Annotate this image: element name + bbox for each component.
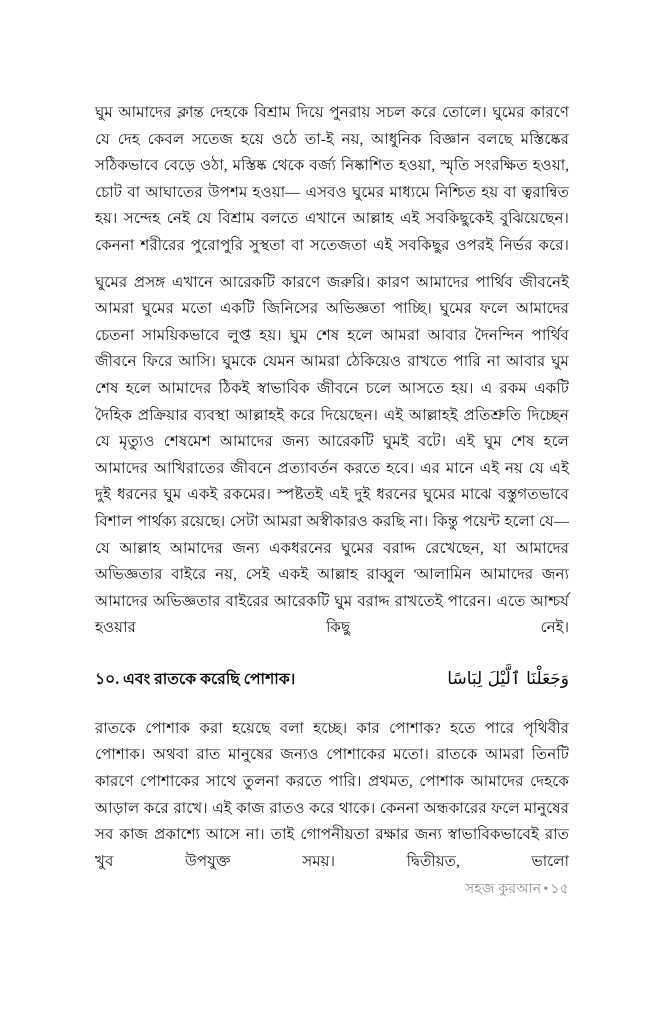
footer-page-number: ১৫ (550, 882, 569, 898)
verse-heading (95, 666, 569, 692)
footer-book-title: সহজ কুরআন (464, 882, 542, 898)
footer-separator-dot: • (543, 882, 549, 898)
verse-heading-bengali: ১০. এবং রাতকে করেছি পোশাক। (95, 670, 296, 688)
body-paragraph-2: ঘুমের প্রসঙ্গ এখানে আরেকটি কারণে জরুরি। কারণ আমাদের পার্থিব জীবনেই আমরা ঘুমের মতো একটি জিনিসের অভিজ্ঞতা পাচ্ছি। ঘুমের ফলে আমাদের চেতনা সাময়িকভাবে লুপ্ত হয়। ঘুম শেষ হলে আমরা আবার দৈনন্দিন পার্থিব জীবনে ফিরে আসি। ঘুমকে যেমন আমরা ঠেকিয়েও রাখতে পারি না আবার ঘুম শেষ হলে আমাদের ঠিকই স্বাভাবিক জীবনে চলে আসতে হয়। এ রকম একটি দৈহিক প্রক্রিয়ার ব্যবস্থা আল্লাহই করে দিয়েছেন। এই আল্লাহই প্রতিশ্রুতি দিচ্ছেন যে মৃত্যুও শেষমেশ আমাদের জন্য আরেকটি ঘুমই বটে। এই ঘুম শেষ হলে আমাদের আখিরাতের জীবনে প্রত্যাবর্তন করতে হবে। এর মানে এই নয় যে এই দুই ধরনের ঘুম একই রকমের। স্পষ্টতই এই দুই ধরনের ঘুমের মাঝে বস্তুগতভাবে বিশাল পার্থক্য রয়েছে। সেটা আমরা অস্বীকারও করছি না। কিন্তু পয়েন্ট হলো যে— যে আল্লাহ আমাদের জন্য একধরনের ঘুমের বরাদ্দ রেখেছেন, যা আমাদের অভিজ্ঞতার বাইরে নয়, সেই একই আল্লাহ রাব্বুল 'আলামিন আমাদের জন্য আমাদের অভিজ্ঞতার বাইরের আরেকটি ঘুম বরাদ্দ রাখতেই পারেন। এতে আশ্চর্য হওয়ার কিছু নেই। (95, 273, 569, 637)
body-paragraph-3: রাতকে পোশাক করা হয়েছে বলা হচ্ছে। কার পোশাক? হতে পারে পৃথিবীর পোশাক। অথবা রাত মানুষের জন্যও পোশাকের মতো। রাতকে আমরা তিনটি কারণে পোশাকের সাথে তুলনা করতে পারি। প্রথমত, পোশাক আমাদের দেহকে আড়াল করে রাখে। এই কাজ রাতও করে থাকে। কেননা অন্ধকারের ফলে মানুষের সব কাজ প্রকাশ্যে আসে না। তাই গোপনীয়তা রক্ষার জন্য স্বাভাবিকভাবেই রাত খুব উপযুক্ত সময়। দ্বিতীয়ত, ভালো (95, 719, 569, 870)
page-footer (95, 879, 569, 901)
page-content-column (95, 100, 569, 901)
body-paragraph-1: ঘুম আমাদের ক্লান্ত দেহকে বিশ্রাম দিয়ে পুনরায় সচল করে তোলে। ঘুমের কারণে যে দেহ কেবল সতেজ হয়ে ওঠে তা-ই নয়, আধুনিক বিজ্ঞান বলছে মস্তিষ্কের সঠিকভাবে বেড়ে ওঠা, মস্তিষ্ক থেকে বর্জ্য নিষ্কাশিত হওয়া, স্মৃতি সংরক্ষিত হওয়া, চোট বা আঘাতের উপশম হওয়া— এসবও ঘুমের মাধ্যমে নিশ্চিত হয় বা ত্বরান্বিত হয়। সন্দেহ নেই যে বিশ্রাম বলতে এখানে আল্লাহ এই সবকিছুকেই বুঝিয়েছেন। কেননা শরীরের পুরোপুরি সুস্থতা বা সতেজতা এই সবকিছুর ওপরই নির্ভর করে। (95, 104, 569, 254)
verse-heading-arabic: وَجَعَلْنَا ٱلَّيْلَ لِبَاسًا (447, 668, 569, 689)
